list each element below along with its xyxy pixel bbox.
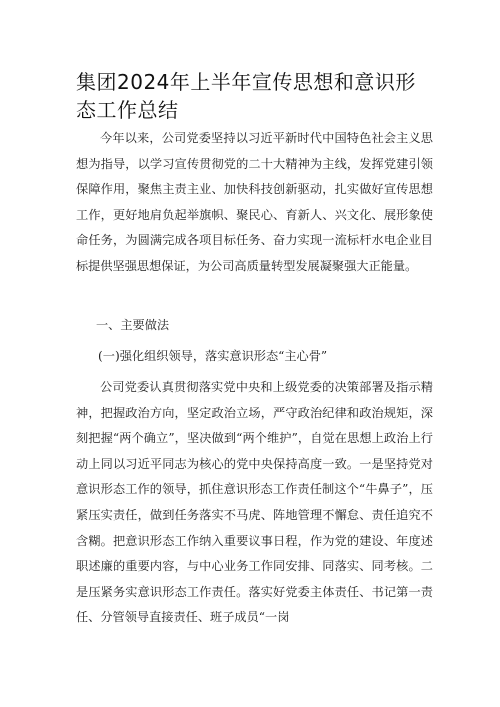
subsection-heading: (一)强化组织领导，落实意识形态“主心骨” — [98, 349, 328, 363]
section-heading: 一、主要做法 — [96, 318, 170, 332]
document-title: 集团2024年上半年宣传思想和意识形态工作总结 — [76, 70, 416, 122]
intro-paragraph: 今年以来，公司党委坚持以习近平新时代中国特色社会主义思想为指导，以学习宣传贯彻党的二十大精神为主线，发挥党建引领保障作用，聚焦主责主业、加快科技创新驱动，扎实做好宣传思想工作，更好地肩负起举旗帜、聚民心、育新人、兴文化、展形象使命任务，为圆满完成各项目标任务、奋力实现一流标杆水电企业目标提供坚强思想保证，为公司高质量转型发展凝聚强大正能量。 — [76, 131, 433, 273]
body-paragraph: 公司党委认真贯彻落实党中央和上级党委的决策部署及指示精神，把握政治方向，坚定政治立场，严守政治纪律和政治规矩，深刻把握“两个确立”，坚决做到“两个维护”，自觉在思想上政治上行动上同以习近平同志为核心的党中央保持高度一致。一是坚持党对意识形态工作的领导，抓住意识形态工作责任制这个“牛鼻子”，压紧压实责任，做到任务落实不马虎、阵地管理不懈怠、责任追究不含糊。把意识形态工作纳入重要议事日程，作为党的建设、年度述职述廉的重要内容，与中心业务工作同安排、同落实、同考核。二是压紧务实意识形态工作责任。落实好党委主体责任、书记第一责任、分管领导直接责任、班子成员“一岗 — [76, 380, 433, 625]
